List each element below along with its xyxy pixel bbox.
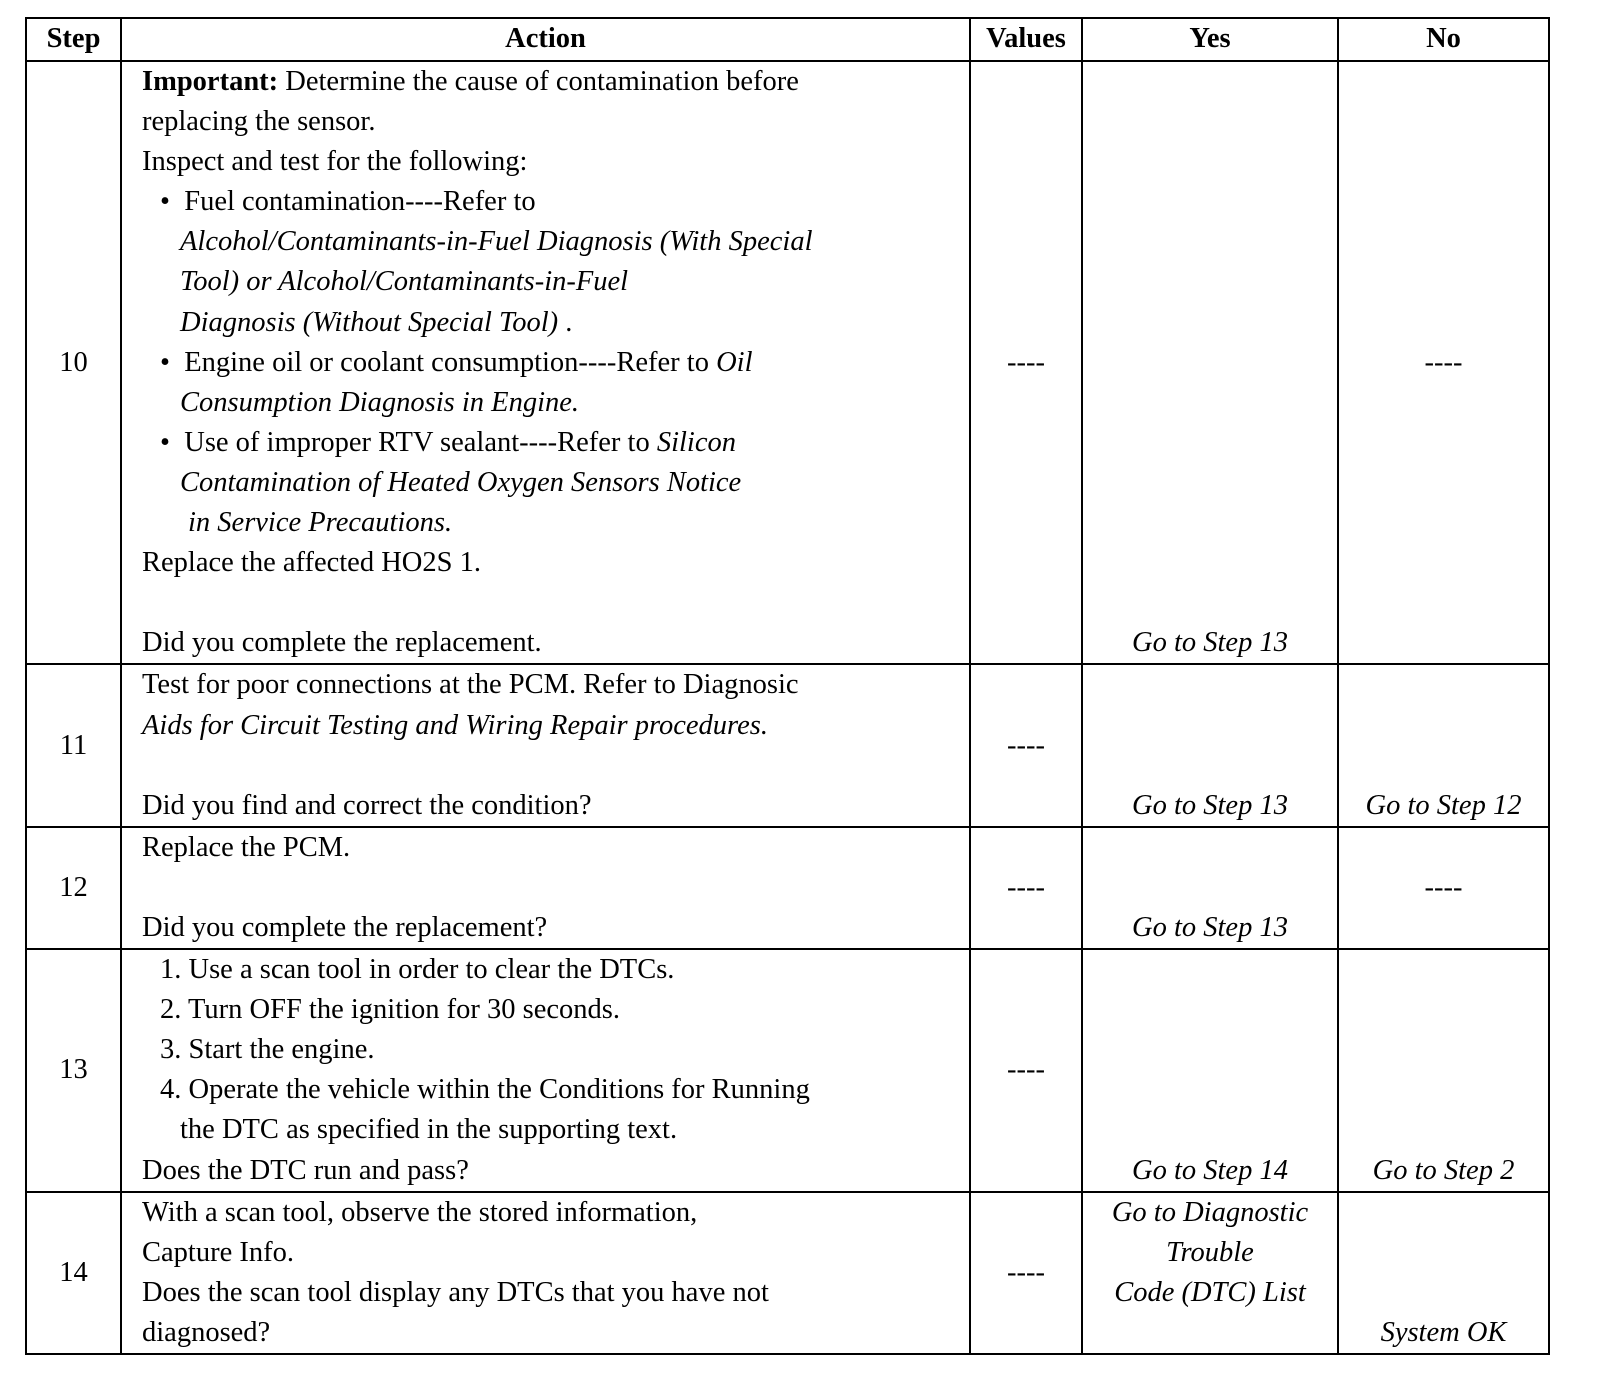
- table-row-step-12: [26, 827, 1549, 949]
- important-label: Important:: [142, 66, 279, 97]
- question-line: diagnosed?: [142, 1316, 271, 1348]
- bullet-item: • Use of improper RTV sealant----Refer to Silicon: [160, 426, 736, 458]
- yes-link[interactable]: Go to Diagnostic Trouble Code (DTC) List: [1111, 1196, 1309, 1308]
- action-line: replacing the sensor.: [142, 106, 376, 138]
- header-row: [26, 18, 1549, 61]
- no-cell: [1338, 1192, 1549, 1354]
- action-line: Diagnosis (Without Special Tool) .: [180, 306, 573, 338]
- values-cell: ----: [970, 949, 1082, 1192]
- action-cell: [121, 827, 970, 949]
- question-line: Did you find and correct the condition?: [142, 789, 592, 821]
- question-line: Does the scan tool display any DTCs that you have not: [142, 1276, 769, 1308]
- step-number: 13: [26, 949, 121, 1192]
- action-cell: [121, 664, 970, 826]
- header-action: Action: [121, 18, 970, 61]
- bullet-icon: •: [160, 186, 170, 218]
- action-line: Capture Info.: [142, 1236, 294, 1268]
- question-line: Did you complete the replacement?: [142, 911, 548, 943]
- table-row-step-14: [26, 1192, 1549, 1354]
- values-cell: ----: [970, 827, 1082, 949]
- yes-link[interactable]: Go to Step 13: [1132, 789, 1288, 821]
- bullet-item: • Engine oil or coolant consumption----Refer to Oil: [160, 346, 753, 378]
- numbered-step: 1. Use a scan tool in order to clear the DTCs.: [160, 954, 675, 986]
- yes-cell: [1082, 827, 1338, 949]
- diagnostic-table: [25, 17, 1550, 1355]
- no-link[interactable]: Go to Step 12: [1365, 789, 1522, 821]
- numbered-step: 3. Start the engine.: [160, 1034, 375, 1066]
- yes-link[interactable]: Go to Step 13: [1132, 911, 1288, 943]
- action-line: Replace the affected HO2S 1.: [142, 547, 481, 579]
- reference-link[interactable]: Tool) or Alcohol/Contaminants-in-Fuel: [180, 266, 629, 298]
- reference-link[interactable]: Silicon: [656, 426, 736, 458]
- yes-link[interactable]: Go to Step 14: [1132, 1154, 1288, 1186]
- header-yes: Yes: [1082, 18, 1338, 61]
- step-number: 14: [26, 1192, 121, 1354]
- reference-link[interactable]: Contamination of Heated Oxygen Sensors Notice: [180, 466, 742, 498]
- table-row-step-10: [26, 61, 1549, 664]
- yes-cell: [1082, 61, 1338, 664]
- values-cell: ----: [970, 664, 1082, 826]
- no-cell: [1338, 949, 1549, 1192]
- yes-cell: [1082, 1192, 1338, 1354]
- no-cell: [1338, 664, 1549, 826]
- action-cell: [121, 949, 970, 1192]
- values-cell: ----: [970, 61, 1082, 664]
- reference-link[interactable]: Diagnosis (Without Special Tool): [180, 306, 559, 338]
- reference-link[interactable]: Consumption Diagnosis in Engine.: [180, 386, 580, 418]
- no-cell: ----: [1338, 61, 1549, 664]
- action-line: Inspect and test for the following:: [142, 146, 528, 178]
- action-cell: [121, 1192, 970, 1354]
- yes-cell: [1082, 949, 1338, 1192]
- reference-link[interactable]: Aids for Circuit Testing and Wiring Repair procedures.: [142, 709, 768, 741]
- bullet-icon: •: [160, 346, 170, 378]
- step-number: 12: [26, 827, 121, 949]
- question-line: Does the DTC run and pass?: [142, 1154, 469, 1186]
- question-line: Did you complete the replacement.: [142, 627, 542, 659]
- reference-link[interactable]: Alcohol/Contaminants-in-Fuel Diagnosis (With Special: [180, 226, 813, 258]
- numbered-step: 2. Turn OFF the ignition for 30 seconds.: [160, 994, 620, 1026]
- table-row-step-11: [26, 664, 1549, 826]
- reference-link[interactable]: Oil: [716, 346, 753, 378]
- action-line: With a scan tool, observe the stored information,: [142, 1196, 698, 1228]
- header-no: No: [1338, 18, 1549, 61]
- no-cell: ----: [1338, 827, 1549, 949]
- values-cell: ----: [970, 1192, 1082, 1354]
- header-values: Values: [970, 18, 1082, 61]
- action-cell: [121, 61, 970, 664]
- step-number: 10: [26, 61, 121, 664]
- no-link[interactable]: Go to Step 2: [1372, 1154, 1515, 1186]
- bullet-icon: •: [160, 426, 170, 458]
- header-step: Step: [26, 18, 121, 61]
- reference-link[interactable]: in Service Precautions.: [188, 507, 453, 539]
- numbered-step: 4. Operate the vehicle within the Conditions for Running: [160, 1074, 810, 1106]
- yes-cell: [1082, 664, 1338, 826]
- numbered-step-cont: the DTC as specified in the supporting text.: [180, 1114, 678, 1146]
- step-number: 11: [26, 664, 121, 826]
- bullet-item: • Fuel contamination----Refer to: [160, 186, 536, 218]
- action-line: Test for poor connections at the PCM. Refer to Diagnosic: [142, 669, 799, 701]
- no-link[interactable]: System OK: [1380, 1316, 1507, 1348]
- table-row-step-13: [26, 949, 1549, 1192]
- yes-link[interactable]: Go to Step 13: [1132, 627, 1288, 659]
- action-line: Important: Determine the cause of contamination before: [142, 66, 799, 97]
- action-line: Replace the PCM.: [142, 831, 351, 863]
